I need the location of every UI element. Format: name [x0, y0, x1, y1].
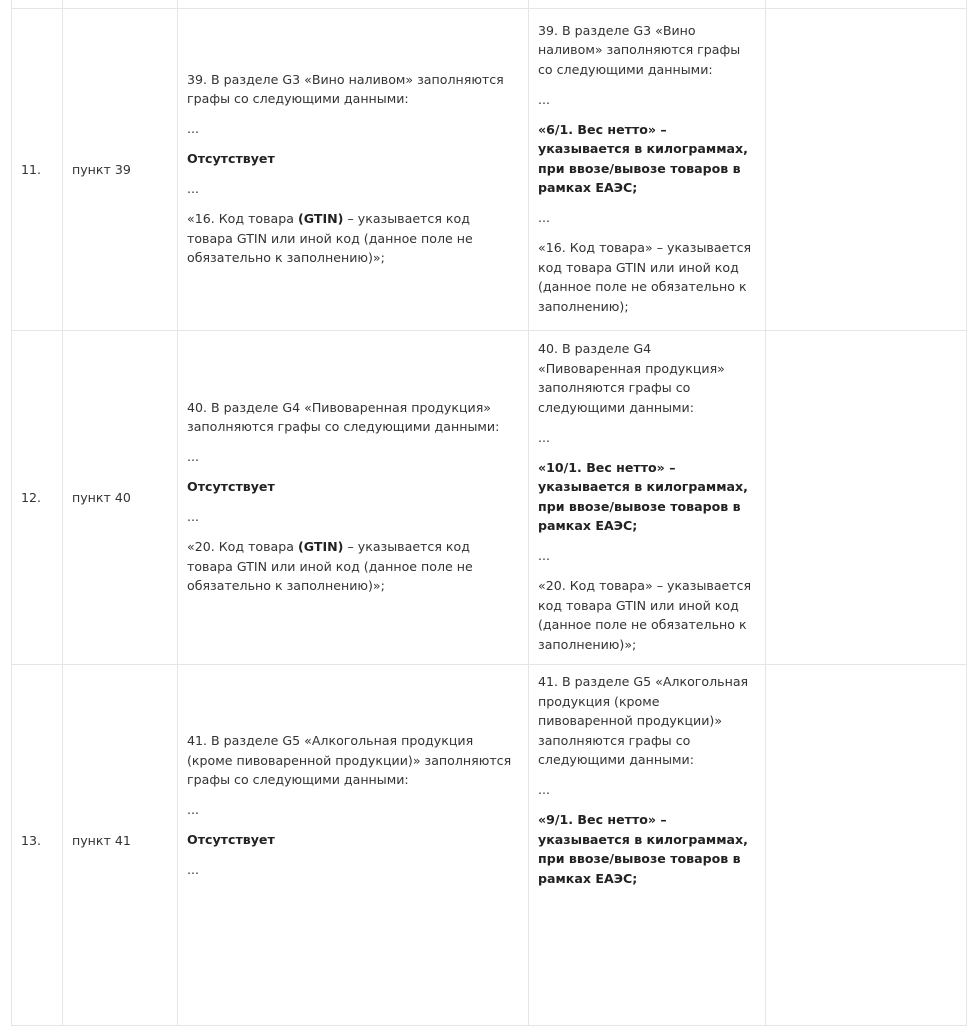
absent-label: Отсутствует — [187, 479, 275, 494]
table-row-top-edge — [12, 0, 967, 9]
table-cell — [63, 0, 178, 9]
table-cell — [529, 0, 766, 9]
old-intro: 41. В разделе G5 «Алкогольная продукция (кроме пивоваренной продукции)» заполняются графы со следующими данными: — [187, 733, 512, 787]
new-item: «16. Код товара» – указывается код товара GTIN или иной код (данное поле не обязательно к заполнению); — [538, 240, 752, 314]
table-row — [12, 331, 967, 665]
ellipsis: ... — [187, 509, 200, 524]
ellipsis: ... — [187, 121, 200, 136]
table-cell — [12, 0, 63, 9]
old-item-post: – указывается код товара GTIN или иной код (данное поле не обязательно к заполнению)»; — [187, 539, 473, 593]
old-intro: 39. В разделе G3 «Вино наливом» заполняются графы со следующими данными: — [187, 71, 504, 106]
ellipsis: ... — [538, 782, 551, 797]
old-text-cell — [178, 9, 529, 331]
row-number: 13. — [21, 833, 42, 848]
point-label: пункт 39 — [72, 161, 131, 177]
note-cell — [766, 9, 967, 331]
table-row — [12, 665, 967, 1026]
ellipsis: ... — [538, 210, 551, 226]
new-text-cell — [529, 665, 766, 1026]
table-cell — [178, 0, 529, 9]
new-text-cell — [529, 9, 766, 331]
old-item — [187, 537, 519, 596]
point-label: пункт 40 — [72, 489, 131, 505]
new-item: «20. Код товара» – указывается код товара GTIN или иной код (данное поле не обязательно к заполнению)»; — [538, 578, 752, 652]
old-item-post: – указывается код товара GTIN или иной код (данное поле не обязательно к заполнению)»; — [187, 211, 473, 265]
new-intro: 39. В разделе G3 «Вино наливом» заполняются графы со следующими данными: — [538, 22, 741, 77]
new-intro: 40. В разделе G4 «Пивоваренная продукция» заполняются графы со следующими данными: — [538, 341, 725, 415]
ellipsis: ... — [187, 802, 200, 817]
old-text-cell — [178, 331, 529, 665]
table-row — [12, 9, 967, 331]
row-number: 11. — [21, 161, 42, 177]
new-text-cell — [529, 331, 766, 665]
row-number-cell — [12, 665, 63, 1026]
table-cell — [766, 0, 967, 9]
old-text-cell — [178, 665, 529, 1026]
note-cell — [766, 665, 967, 1026]
absent-label: Отсутствует — [187, 151, 275, 166]
point-label: пункт 41 — [72, 833, 131, 848]
ellipsis: ... — [187, 449, 200, 464]
old-item-bold: (GTIN) — [298, 539, 344, 554]
old-item — [187, 209, 519, 268]
row-number-cell — [12, 331, 63, 665]
ellipsis: ... — [538, 429, 551, 445]
row-number: 12. — [21, 489, 42, 505]
new-intro: 41. В разделе G5 «Алкогольная продукция (кроме пивоваренной продукции)» заполняются графы со следующими данными: — [538, 674, 749, 767]
ellipsis: ... — [538, 548, 551, 563]
point-cell — [63, 9, 178, 331]
ellipsis: ... — [187, 862, 200, 877]
comparison-table — [11, 0, 967, 1026]
old-item-bold: (GTIN) — [298, 211, 344, 226]
point-cell — [63, 331, 178, 665]
old-item-pre: «16. Код товара — [187, 211, 298, 226]
ellipsis: ... — [187, 181, 200, 196]
row-number-cell — [12, 9, 63, 331]
new-bold-item: «9/1. Вес нетто» – указывается в килограммах, при ввозе/вывозе товаров в рамках ЕАЭС; — [538, 812, 748, 886]
note-cell — [766, 331, 967, 665]
old-item-pre: «20. Код товара — [187, 539, 298, 554]
new-bold-item: «10/1. Вес нетто» – указывается в килограммах, при ввозе/вывозе товаров в рамках ЕАЭС; — [538, 459, 748, 533]
absent-label: Отсутствует — [187, 832, 275, 847]
new-bold-item: «6/1. Вес нетто» – указывается в килограммах, при ввозе/вывозе товаров в рамках ЕАЭС; — [538, 121, 748, 196]
ellipsis: ... — [538, 91, 551, 107]
old-intro: 40. В разделе G4 «Пивоваренная продукция» заполняются графы со следующими данными: — [187, 399, 500, 434]
point-cell — [63, 665, 178, 1026]
